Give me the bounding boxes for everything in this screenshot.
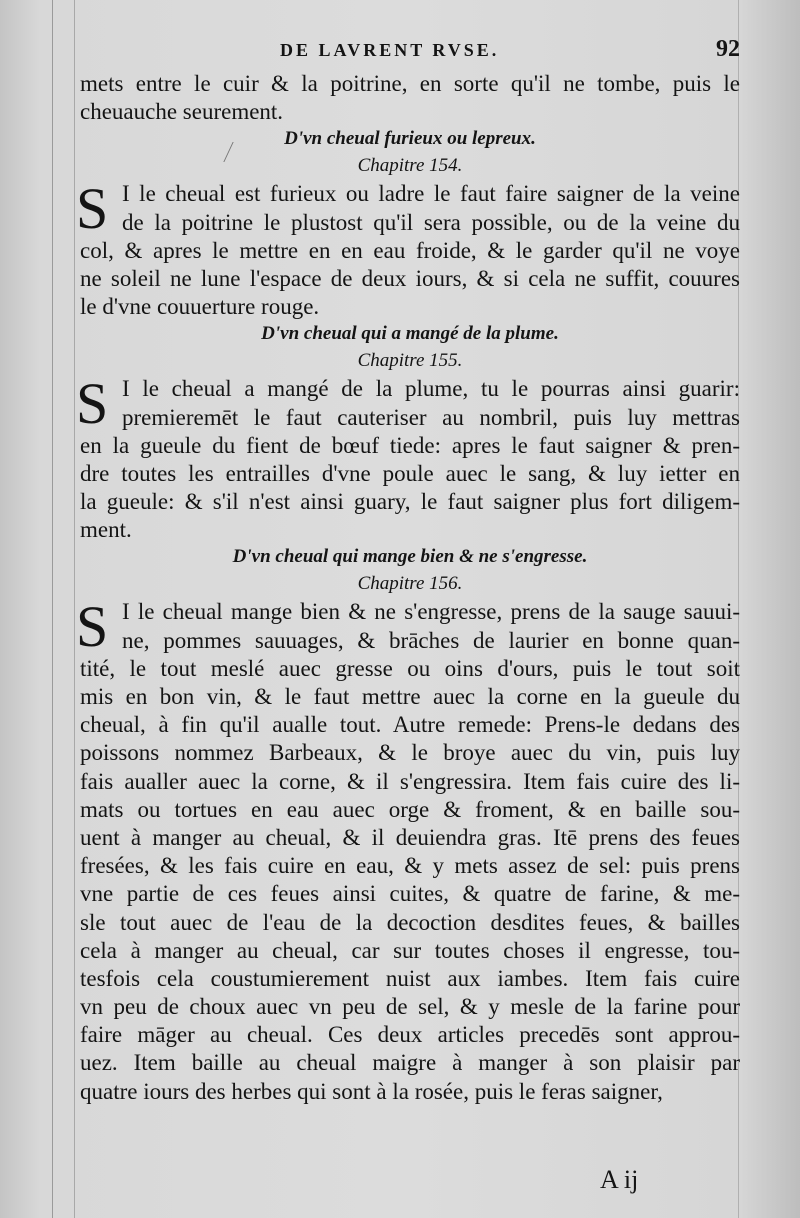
text-line — [80, 796, 740, 824]
text-line-content: mats ou tortues en eau auec orge & froment, & en baille sou- — [80, 796, 740, 822]
text-line-content: dre toutes les entrailles d'vne poule auec le sang, & luy ietter en — [80, 460, 740, 486]
text-line-content: quatre iours des herbes qui sont à la rosée, puis le feras saigner, — [80, 1078, 663, 1104]
text-line-content: poissons nommez Barbeaux, & le broye auec du vin, puis luy — [80, 740, 740, 766]
chapter-section — [76, 126, 740, 321]
drop-cap: S — [76, 371, 109, 437]
text-line — [80, 293, 740, 321]
drop-cap: S — [76, 176, 109, 242]
text-line — [80, 1049, 740, 1077]
text-line — [80, 768, 740, 796]
text-line — [80, 627, 740, 655]
text-line — [80, 937, 740, 965]
text-line-content: tité, le tout meslé auec gresse ou oins d'ours, puis le tout soit — [80, 655, 740, 681]
text-line-content: de la poitrine le plustost qu'il sera possible, ou de la veine du — [122, 209, 740, 235]
text-line — [80, 993, 740, 1021]
running-title: DE LAVRENT RVSE. — [280, 40, 500, 60]
text-line — [80, 880, 740, 908]
text-line-content: cheual, à fin qu'il aualle tout. Autre remede: Prens-le dedans des — [80, 712, 740, 738]
text-line — [80, 909, 740, 937]
chapter-heading: D'vn cheual qui a mangé de la plume. — [261, 323, 559, 345]
text-line: mets entre le cuir & la poitrine, en sorte qu'il ne tombe, puis le — [80, 71, 740, 96]
text-line — [80, 516, 740, 544]
drop-cap: S — [76, 594, 109, 660]
text-line — [80, 1078, 740, 1106]
text-line-content: vne partie de ces feues ainsi cuites, & quatre de farine, & me- — [80, 881, 740, 907]
text-line: cheuauche seurement. — [80, 99, 284, 125]
text-line — [80, 739, 740, 767]
text-line-content: I le cheual a mangé de la plume, tu le pourras ainsi guarir: — [122, 376, 740, 402]
text-line-content: ment. — [80, 517, 132, 543]
text-line-content: uent à manger au cheual, & il deuiendra gras. Itē prens des feues — [80, 824, 740, 850]
text-line — [80, 404, 740, 432]
text-line — [80, 432, 740, 460]
text-line-content: en la gueule du fient de bœuf tiede: apres le faut saigner & pren- — [80, 432, 740, 458]
text-line-content: fresées, & les fais cuire en eau, & y mets assez de sel: puis prens — [80, 853, 740, 879]
gutter-line — [52, 0, 53, 1218]
chapter-number: Chapitre 156. — [357, 573, 463, 595]
text-line-content: mis en bon vin, & le faut mettre auec la corne en la gueule du — [80, 684, 740, 709]
chapter-section — [76, 321, 740, 544]
chapter-heading: D'vn cheual furieux ou lepreux. — [284, 128, 536, 150]
text-line-content: col, & apres le mettre en en eau froide, & le garder qu'il ne voye — [80, 237, 740, 263]
text-line — [80, 237, 740, 265]
text-line-content: le d'vne couuerture rouge. — [80, 294, 320, 320]
text-line-content: faire māger au cheual. Ces deux articles precedēs sont approu- — [80, 1022, 740, 1048]
text-line-content: tesfois cela coustumierement nuist aux iambes. Item fais cuire — [80, 965, 740, 991]
text-line-content: sle tout auec de l'eau de la decoction desdites feues, & bailles — [80, 909, 740, 935]
text-line-content: cela à manger au cheual, car sur toutes choses il engresse, tou- — [80, 937, 740, 963]
running-head — [80, 36, 740, 70]
text-line — [80, 209, 740, 237]
text-line — [80, 965, 740, 993]
text-line-content: ne, pommes sauuages, & brāches de laurier en bonne quan- — [122, 627, 740, 653]
page-number: 92 — [716, 36, 740, 62]
chapter-section — [76, 544, 740, 1105]
chapter-number: Chapitre 155. — [357, 350, 463, 372]
text-line-content: fais aualler auec la corne, & il s'engressira. Item fais cuire des li- — [80, 768, 740, 794]
body-text — [76, 70, 740, 1106]
text-line — [80, 655, 740, 683]
text-line — [80, 683, 740, 711]
text-line-content: uez. Item baille au cheual maigre à manger à son plaisir par — [80, 1050, 740, 1076]
text-line — [80, 460, 740, 488]
text-line — [80, 711, 740, 739]
chapter-number: Chapitre 154. — [357, 155, 463, 177]
text-line — [80, 488, 740, 516]
text-line-content: vn peu de choux auec vn peu de sel, & y mesle de la farine pour — [80, 994, 740, 1020]
text-line — [80, 852, 740, 880]
signature-mark: A ij — [600, 1165, 639, 1194]
text-line — [80, 824, 740, 852]
text-line-content: I le cheual mange bien & ne s'engresse, prens de la sauge sauui- — [122, 599, 740, 625]
chapter-heading: D'vn cheual qui mange bien & ne s'engresse. — [232, 546, 588, 568]
text-line — [80, 265, 740, 293]
text-line-content: premieremēt le faut cauteriser au nombril, puis luy mettras — [122, 404, 740, 430]
text-line-content: ne soleil ne lune l'espace de deux iours, & si cela ne suffit, couures — [80, 265, 740, 291]
gutter-line — [74, 0, 75, 1218]
text-line — [80, 1021, 740, 1049]
text-line-content: la gueule: & s'il n'est ainsi guary, le faut saigner plus fort diligem- — [80, 489, 740, 515]
text-line-content: I le cheual est furieux ou ladre le faut faire saigner de la veine — [122, 181, 740, 207]
